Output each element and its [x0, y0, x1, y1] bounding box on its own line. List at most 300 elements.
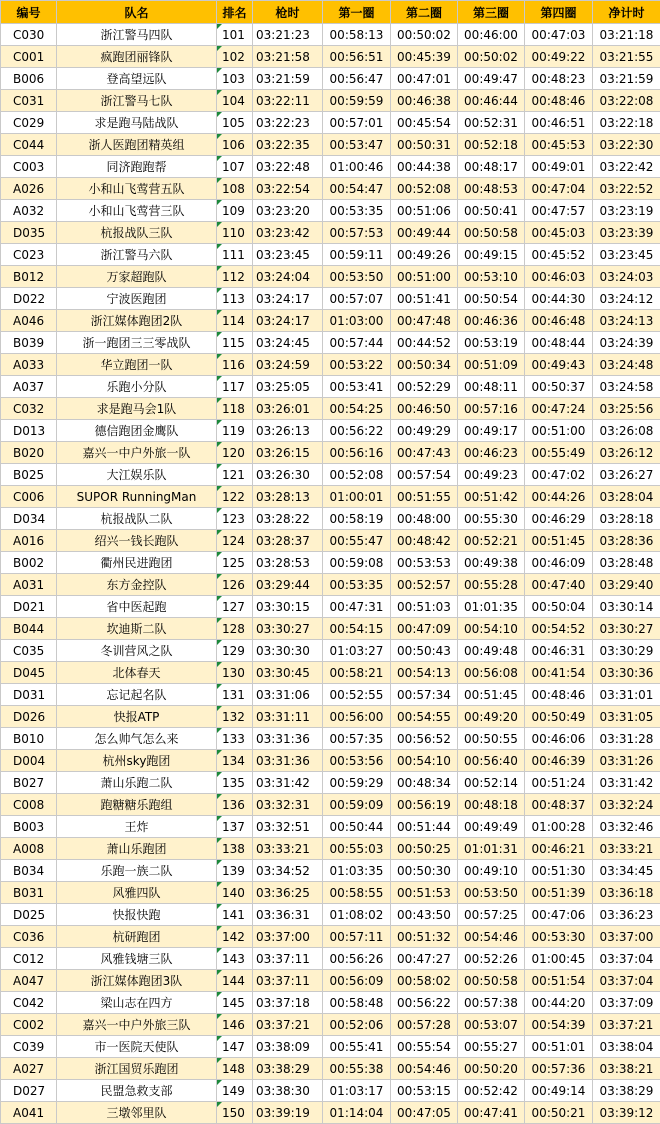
team-code-cell: B010 [1, 728, 57, 750]
team-code-cell: C012 [1, 948, 57, 970]
table-row [1, 948, 660, 970]
rank-cell: 111 [217, 244, 253, 266]
lap-1-cell: 01:03:27 [323, 640, 391, 662]
lap-1-cell: 00:57:01 [323, 112, 391, 134]
team-code-cell: D022 [1, 288, 57, 310]
lap-2-cell: 00:51:06 [391, 200, 458, 222]
lap-3-cell: 00:53:19 [458, 332, 525, 354]
gun-time-cell: 03:22:54 [253, 178, 323, 200]
gun-time-cell: 03:28:53 [253, 552, 323, 574]
table-row [1, 992, 660, 1014]
team-code-cell: B044 [1, 618, 57, 640]
rank-cell: 139 [217, 860, 253, 882]
gun-time-cell: 03:28:37 [253, 530, 323, 552]
team-code-cell: A026 [1, 178, 57, 200]
lap-1-cell: 00:52:55 [323, 684, 391, 706]
team-code-cell: A008 [1, 838, 57, 860]
rank-cell: 117 [217, 376, 253, 398]
gun-time-cell: 03:37:11 [253, 970, 323, 992]
lap-3-cell: 00:53:07 [458, 1014, 525, 1036]
lap-4-cell: 00:47:06 [525, 904, 593, 926]
lap-2-cell: 00:58:02 [391, 970, 458, 992]
gun-time-cell: 03:26:01 [253, 398, 323, 420]
net-time-cell: 03:22:52 [593, 178, 660, 200]
team-name-cell: 萧山乐跑二队 [57, 772, 217, 794]
lap-3-cell: 00:55:28 [458, 574, 525, 596]
table-row [1, 706, 660, 728]
team-name-cell: 德信跑团金鹰队 [57, 420, 217, 442]
net-time-cell: 03:22:18 [593, 112, 660, 134]
lap-1-cell: 00:56:09 [323, 970, 391, 992]
lap-3-cell: 00:57:25 [458, 904, 525, 926]
rank-cell: 149 [217, 1080, 253, 1102]
gun-time-cell: 03:23:45 [253, 244, 323, 266]
team-name-cell: 小和山飞莺营五队 [57, 178, 217, 200]
rank-cell: 119 [217, 420, 253, 442]
lap-2-cell: 00:47:43 [391, 442, 458, 464]
table-row [1, 266, 660, 288]
lap-2-cell: 00:49:44 [391, 222, 458, 244]
lap-1-cell: 01:00:46 [323, 156, 391, 178]
lap-1-cell: 00:56:00 [323, 706, 391, 728]
lap-3-cell: 00:48:18 [458, 794, 525, 816]
lap-1-cell: 00:50:44 [323, 816, 391, 838]
lap-1-cell: 00:56:51 [323, 46, 391, 68]
net-time-cell: 03:23:39 [593, 222, 660, 244]
net-time-cell: 03:24:39 [593, 332, 660, 354]
gun-time-cell: 03:36:31 [253, 904, 323, 926]
team-code-cell: D025 [1, 904, 57, 926]
net-time-cell: 03:37:09 [593, 992, 660, 1014]
team-name-cell: 风雅钱塘三队 [57, 948, 217, 970]
gun-time-cell: 03:33:21 [253, 838, 323, 860]
gun-time-cell: 03:31:36 [253, 728, 323, 750]
net-time-cell: 03:37:04 [593, 970, 660, 992]
lap-4-cell: 00:45:03 [525, 222, 593, 244]
lap-4-cell: 00:46:03 [525, 266, 593, 288]
lap-1-cell: 00:58:13 [323, 24, 391, 46]
net-time-cell: 03:28:04 [593, 486, 660, 508]
lap-3-cell: 00:49:38 [458, 552, 525, 574]
lap-2-cell: 00:51:44 [391, 816, 458, 838]
gun-time-cell: 03:38:09 [253, 1036, 323, 1058]
lap-1-cell: 00:53:22 [323, 354, 391, 376]
lap-4-cell: 00:44:30 [525, 288, 593, 310]
gun-time-cell: 03:31:36 [253, 750, 323, 772]
lap-4-cell: 00:46:31 [525, 640, 593, 662]
lap-4-cell: 00:49:43 [525, 354, 593, 376]
lap-4-cell: 00:51:30 [525, 860, 593, 882]
lap-2-cell: 00:54:10 [391, 750, 458, 772]
lap-1-cell: 00:57:35 [323, 728, 391, 750]
lap-3-cell: 00:49:48 [458, 640, 525, 662]
lap-2-cell: 00:57:54 [391, 464, 458, 486]
team-name-cell: 风雅四队 [57, 882, 217, 904]
table-row [1, 1036, 660, 1058]
lap-1-cell: 00:59:29 [323, 772, 391, 794]
net-time-cell: 03:32:46 [593, 816, 660, 838]
lap-4-cell: 00:44:26 [525, 486, 593, 508]
gun-time-cell: 03:22:11 [253, 90, 323, 112]
net-time-cell: 03:38:04 [593, 1036, 660, 1058]
net-time-cell: 03:21:55 [593, 46, 660, 68]
net-time-cell: 03:24:58 [593, 376, 660, 398]
lap-4-cell: 00:46:51 [525, 112, 593, 134]
lap-2-cell: 00:44:38 [391, 156, 458, 178]
team-name-cell: SUPOR RunningMan [57, 486, 217, 508]
team-name-cell: 小和山飞莺营三队 [57, 200, 217, 222]
lap-4-cell: 00:55:49 [525, 442, 593, 464]
lap-1-cell: 00:54:15 [323, 618, 391, 640]
lap-3-cell: 00:50:41 [458, 200, 525, 222]
team-name-cell: 忘记起名队 [57, 684, 217, 706]
lap-3-cell: 00:56:40 [458, 750, 525, 772]
gun-time-cell: 03:24:59 [253, 354, 323, 376]
gun-time-cell: 03:38:30 [253, 1080, 323, 1102]
rank-cell: 105 [217, 112, 253, 134]
lap-4-cell: 00:51:54 [525, 970, 593, 992]
net-time-cell: 03:37:21 [593, 1014, 660, 1036]
team-name-cell: 杭报战队二队 [57, 508, 217, 530]
net-time-cell: 03:31:26 [593, 750, 660, 772]
lap-2-cell: 00:49:26 [391, 244, 458, 266]
lap-2-cell: 00:50:43 [391, 640, 458, 662]
gun-time-cell: 03:30:30 [253, 640, 323, 662]
net-time-cell: 03:22:30 [593, 134, 660, 156]
gun-time-cell: 03:37:00 [253, 926, 323, 948]
team-name-cell: 东方金控队 [57, 574, 217, 596]
team-code-cell: C006 [1, 486, 57, 508]
lap-4-cell: 00:46:06 [525, 728, 593, 750]
lap-3-cell: 00:48:11 [458, 376, 525, 398]
net-time-cell: 03:30:14 [593, 596, 660, 618]
team-name-cell: 大江娱乐队 [57, 464, 217, 486]
team-code-cell: B012 [1, 266, 57, 288]
rank-cell: 145 [217, 992, 253, 1014]
lap-4-cell: 00:51:39 [525, 882, 593, 904]
net-time-cell: 03:30:29 [593, 640, 660, 662]
lap-4-cell: 00:46:39 [525, 750, 593, 772]
team-name-cell: 万家超跑队 [57, 266, 217, 288]
lap-1-cell: 00:56:22 [323, 420, 391, 442]
lap-1-cell: 00:57:11 [323, 926, 391, 948]
net-time-cell: 03:36:23 [593, 904, 660, 926]
lap-4-cell: 00:49:22 [525, 46, 593, 68]
rank-cell: 147 [217, 1036, 253, 1058]
table-row [1, 618, 660, 640]
rank-cell: 136 [217, 794, 253, 816]
rank-cell: 144 [217, 970, 253, 992]
lap-1-cell: 01:03:00 [323, 310, 391, 332]
team-code-cell: C002 [1, 1014, 57, 1036]
table-row [1, 882, 660, 904]
rank-cell: 130 [217, 662, 253, 684]
net-time-cell: 03:22:42 [593, 156, 660, 178]
table-row [1, 90, 660, 112]
lap-4-cell: 01:00:45 [525, 948, 593, 970]
lap-1-cell: 00:53:41 [323, 376, 391, 398]
gun-time-cell: 03:28:13 [253, 486, 323, 508]
gun-time-cell: 03:37:21 [253, 1014, 323, 1036]
team-name-cell: 市一医院天使队 [57, 1036, 217, 1058]
team-name-cell: 疯跑团丽锋队 [57, 46, 217, 68]
net-time-cell: 03:38:29 [593, 1080, 660, 1102]
table-row [1, 794, 660, 816]
lap-3-cell: 00:48:17 [458, 156, 525, 178]
team-code-cell: D021 [1, 596, 57, 618]
lap-1-cell: 00:57:53 [323, 222, 391, 244]
gun-time-cell: 03:29:44 [253, 574, 323, 596]
lap-1-cell: 00:53:50 [323, 266, 391, 288]
lap-1-cell: 00:53:35 [323, 200, 391, 222]
header-lap-1: 第一圈 [323, 1, 391, 24]
rank-cell: 132 [217, 706, 253, 728]
lap-3-cell: 00:49:15 [458, 244, 525, 266]
table-row [1, 970, 660, 992]
gun-time-cell: 03:23:42 [253, 222, 323, 244]
lap-2-cell: 00:52:57 [391, 574, 458, 596]
rank-cell: 106 [217, 134, 253, 156]
table-row [1, 244, 660, 266]
lap-4-cell: 00:50:37 [525, 376, 593, 398]
net-time-cell: 03:29:40 [593, 574, 660, 596]
lap-2-cell: 00:46:38 [391, 90, 458, 112]
team-code-cell: A046 [1, 310, 57, 332]
table-row [1, 24, 660, 46]
net-time-cell: 03:31:01 [593, 684, 660, 706]
lap-3-cell: 00:49:20 [458, 706, 525, 728]
rank-cell: 128 [217, 618, 253, 640]
team-code-cell: C044 [1, 134, 57, 156]
net-time-cell: 03:28:48 [593, 552, 660, 574]
table-row [1, 904, 660, 926]
lap-2-cell: 00:53:53 [391, 552, 458, 574]
net-time-cell: 03:21:18 [593, 24, 660, 46]
table-row [1, 288, 660, 310]
lap-3-cell: 00:50:58 [458, 222, 525, 244]
lap-4-cell: 00:50:04 [525, 596, 593, 618]
lap-1-cell: 01:08:02 [323, 904, 391, 926]
gun-time-cell: 03:24:45 [253, 332, 323, 354]
lap-2-cell: 00:47:48 [391, 310, 458, 332]
team-code-cell: C023 [1, 244, 57, 266]
team-code-cell: D027 [1, 1080, 57, 1102]
lap-3-cell: 01:01:35 [458, 596, 525, 618]
lap-3-cell: 00:52:21 [458, 530, 525, 552]
team-code-cell: C032 [1, 398, 57, 420]
lap-3-cell: 00:57:38 [458, 992, 525, 1014]
lap-4-cell: 00:49:14 [525, 1080, 593, 1102]
net-time-cell: 03:31:05 [593, 706, 660, 728]
team-code-cell: B020 [1, 442, 57, 464]
net-time-cell: 03:31:28 [593, 728, 660, 750]
lap-1-cell: 00:56:26 [323, 948, 391, 970]
table-row [1, 1014, 660, 1036]
gun-time-cell: 03:31:06 [253, 684, 323, 706]
table-row [1, 398, 660, 420]
header-code: 编号 [1, 1, 57, 24]
team-name-cell: 衢州民进跑团 [57, 552, 217, 574]
team-code-cell: A033 [1, 354, 57, 376]
team-name-cell: 杭报战队三队 [57, 222, 217, 244]
gun-time-cell: 03:22:23 [253, 112, 323, 134]
table-row [1, 442, 660, 464]
lap-4-cell: 00:57:36 [525, 1058, 593, 1080]
lap-4-cell: 00:46:21 [525, 838, 593, 860]
team-name-cell: 跑糖糖乐跑组 [57, 794, 217, 816]
rank-cell: 122 [217, 486, 253, 508]
gun-time-cell: 03:21:58 [253, 46, 323, 68]
header-lap-2: 第二圈 [391, 1, 458, 24]
lap-4-cell: 00:51:00 [525, 420, 593, 442]
lap-1-cell: 01:14:04 [323, 1102, 391, 1124]
rank-cell: 123 [217, 508, 253, 530]
team-code-cell: D045 [1, 662, 57, 684]
table-row [1, 156, 660, 178]
rank-cell: 118 [217, 398, 253, 420]
net-time-cell: 03:24:03 [593, 266, 660, 288]
lap-4-cell: 00:51:24 [525, 772, 593, 794]
team-name-cell: 绍兴一钱长跑队 [57, 530, 217, 552]
team-code-cell: C036 [1, 926, 57, 948]
team-name-cell: 梁山志在四方 [57, 992, 217, 1014]
team-code-cell: B002 [1, 552, 57, 574]
lap-4-cell: 00:48:46 [525, 90, 593, 112]
table-row [1, 728, 660, 750]
lap-3-cell: 00:52:14 [458, 772, 525, 794]
team-name-cell: 登高望远队 [57, 68, 217, 90]
net-time-cell: 03:34:45 [593, 860, 660, 882]
team-code-cell: C001 [1, 46, 57, 68]
team-code-cell: A037 [1, 376, 57, 398]
table-row [1, 574, 660, 596]
team-code-cell: D034 [1, 508, 57, 530]
team-code-cell: B003 [1, 816, 57, 838]
lap-2-cell: 00:54:13 [391, 662, 458, 684]
gun-time-cell: 03:28:22 [253, 508, 323, 530]
team-name-cell: 萧山乐跑团 [57, 838, 217, 860]
table-row [1, 464, 660, 486]
table-row [1, 640, 660, 662]
header-team: 队名 [57, 1, 217, 24]
gun-time-cell: 03:21:23 [253, 24, 323, 46]
lap-3-cell: 01:01:31 [458, 838, 525, 860]
lap-3-cell: 00:46:00 [458, 24, 525, 46]
table-header [1, 1, 660, 24]
lap-4-cell: 00:51:45 [525, 530, 593, 552]
gun-time-cell: 03:38:29 [253, 1058, 323, 1080]
header-net-time: 净计时 [593, 1, 660, 24]
team-name-cell: 快报快跑 [57, 904, 217, 926]
team-name-cell: 民盟急救支部 [57, 1080, 217, 1102]
lap-3-cell: 00:47:41 [458, 1102, 525, 1124]
team-name-cell: 浙人医跑团精英组 [57, 134, 217, 156]
rank-cell: 148 [217, 1058, 253, 1080]
table-row [1, 1080, 660, 1102]
lap-2-cell: 00:51:53 [391, 882, 458, 904]
lap-2-cell: 00:56:52 [391, 728, 458, 750]
lap-2-cell: 00:50:30 [391, 860, 458, 882]
lap-3-cell: 00:50:20 [458, 1058, 525, 1080]
rank-cell: 146 [217, 1014, 253, 1036]
table-row [1, 750, 660, 772]
lap-2-cell: 00:56:19 [391, 794, 458, 816]
lap-4-cell: 00:48:46 [525, 684, 593, 706]
team-name-cell: 求是跑马会1队 [57, 398, 217, 420]
team-code-cell: C008 [1, 794, 57, 816]
rank-cell: 129 [217, 640, 253, 662]
gun-time-cell: 03:30:45 [253, 662, 323, 684]
table-row [1, 662, 660, 684]
rank-cell: 125 [217, 552, 253, 574]
lap-2-cell: 00:52:08 [391, 178, 458, 200]
team-code-cell: B006 [1, 68, 57, 90]
lap-4-cell: 01:00:28 [525, 816, 593, 838]
gun-time-cell: 03:24:17 [253, 288, 323, 310]
gun-time-cell: 03:32:31 [253, 794, 323, 816]
team-name-cell: 浙江媒体跑团3队 [57, 970, 217, 992]
gun-time-cell: 03:26:30 [253, 464, 323, 486]
rank-cell: 138 [217, 838, 253, 860]
net-time-cell: 03:37:04 [593, 948, 660, 970]
lap-4-cell: 00:41:54 [525, 662, 593, 684]
team-code-cell: A027 [1, 1058, 57, 1080]
lap-2-cell: 00:47:01 [391, 68, 458, 90]
net-time-cell: 03:28:18 [593, 508, 660, 530]
lap-4-cell: 00:47:24 [525, 398, 593, 420]
team-name-cell: 嘉兴一中户外旅三队 [57, 1014, 217, 1036]
lap-4-cell: 00:46:48 [525, 310, 593, 332]
rank-cell: 116 [217, 354, 253, 376]
rank-cell: 142 [217, 926, 253, 948]
lap-3-cell: 00:51:45 [458, 684, 525, 706]
lap-2-cell: 00:43:50 [391, 904, 458, 926]
team-name-cell: 乐跑小分队 [57, 376, 217, 398]
net-time-cell: 03:26:12 [593, 442, 660, 464]
net-time-cell: 03:28:36 [593, 530, 660, 552]
lap-2-cell: 00:47:05 [391, 1102, 458, 1124]
lap-1-cell: 00:53:56 [323, 750, 391, 772]
lap-2-cell: 00:51:41 [391, 288, 458, 310]
gun-time-cell: 03:23:20 [253, 200, 323, 222]
team-code-cell: D031 [1, 684, 57, 706]
table-row [1, 508, 660, 530]
lap-3-cell: 00:57:16 [458, 398, 525, 420]
net-time-cell: 03:25:56 [593, 398, 660, 420]
net-time-cell: 03:38:21 [593, 1058, 660, 1080]
lap-1-cell: 00:58:19 [323, 508, 391, 530]
lap-2-cell: 00:57:34 [391, 684, 458, 706]
team-code-cell: A041 [1, 1102, 57, 1124]
table-row [1, 530, 660, 552]
team-code-cell: B027 [1, 772, 57, 794]
lap-3-cell: 00:50:02 [458, 46, 525, 68]
team-name-cell: 省中医起跑 [57, 596, 217, 618]
team-code-cell: B031 [1, 882, 57, 904]
net-time-cell: 03:39:12 [593, 1102, 660, 1124]
team-name-cell: 浙江警马六队 [57, 244, 217, 266]
net-time-cell: 03:26:27 [593, 464, 660, 486]
team-name-cell: 王炸 [57, 816, 217, 838]
header-rank: 排名 [217, 1, 253, 24]
lap-1-cell: 00:53:35 [323, 574, 391, 596]
lap-2-cell: 00:45:39 [391, 46, 458, 68]
lap-3-cell: 00:55:30 [458, 508, 525, 530]
lap-1-cell: 00:58:55 [323, 882, 391, 904]
lap-3-cell: 00:48:53 [458, 178, 525, 200]
rank-cell: 133 [217, 728, 253, 750]
lap-3-cell: 00:54:46 [458, 926, 525, 948]
